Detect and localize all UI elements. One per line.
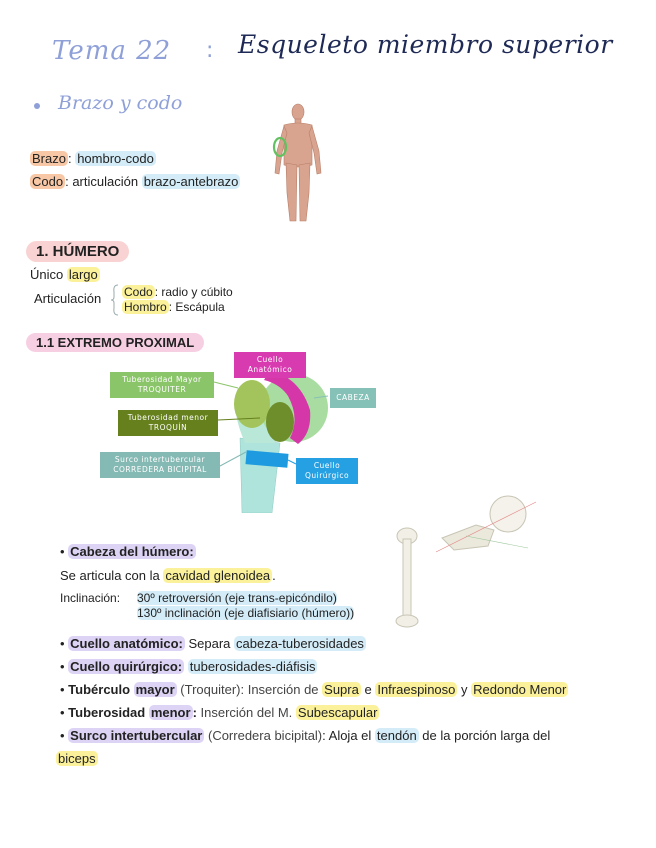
cuello-anatomico-title: Cuello anatómico:	[70, 636, 183, 651]
subtitle: Brazo y codo	[58, 92, 183, 114]
inclinacion-2-text: 130º inclinación (eje diafisiario (húmero))	[137, 606, 355, 620]
brazo-value: hombro-codo	[77, 151, 154, 166]
label-connector-lines	[100, 348, 360, 513]
bullet-mark: •	[60, 728, 69, 743]
title-topic-name: Esqueleto miembro superior	[238, 30, 613, 59]
section-humero-heading: 1. HÚMERO	[26, 241, 129, 262]
corredera-bicipital: (Corredera bicipital)	[204, 728, 323, 743]
human-body-figure	[266, 103, 330, 225]
articulacion-hombro	[122, 300, 225, 315]
tuberculo-mayor-line	[60, 681, 568, 699]
codo-articulation-label: Codo	[124, 285, 153, 299]
subescapular: Subescapular	[297, 705, 378, 720]
inclinacion-2	[137, 606, 354, 621]
tuberosidad-mayor-line2: TROQUITER	[137, 385, 187, 394]
inclinacion-1	[137, 591, 337, 606]
tuberosidades-diafisis: tuberosidades-diáfisis	[189, 659, 316, 674]
redondo-menor: Redondo Menor	[473, 682, 567, 697]
cabeza-title: Cabeza del húmero:	[70, 544, 194, 559]
humerus-proximal-diagram	[100, 348, 370, 513]
bullet-mark: •	[60, 705, 69, 720]
largo-highlight: largo	[68, 267, 98, 282]
biceps-line	[56, 750, 98, 768]
definition-brazo: Brazo : hombro-codo	[32, 151, 154, 166]
tendon: tendón	[376, 728, 417, 743]
surco-title: Surco intertubercular	[70, 728, 203, 743]
humero-unico-largo	[30, 266, 100, 284]
bullet-mark: •	[60, 544, 69, 559]
tuberosidad-menor-line1: Tuberosidad menor	[127, 413, 209, 422]
codo-articulation-value: : radio y cúbito	[154, 285, 233, 299]
articulacion-label: Articulación	[34, 291, 102, 306]
codo-value: articulación	[72, 174, 142, 189]
tuberosidad-mayor-line1: Tuberosidad Mayor	[122, 375, 202, 384]
inclinacion-label: Inclinación:	[60, 591, 121, 605]
label-cuello-quirurgico: Cuello Quirúrgico	[296, 458, 358, 484]
shoulder-joint-illustration	[436, 490, 536, 555]
tuberosidad-menor-title: Tuberosidad	[68, 705, 149, 720]
codo-value-highlight: brazo-antebrazo	[143, 174, 239, 189]
brazo-label: Brazo	[32, 151, 66, 166]
surco-text-1: : Aloja el	[322, 728, 375, 743]
bullet-mark: •	[60, 682, 69, 697]
cuello-anatomico-text: Separa	[184, 636, 235, 651]
tuberculo-mayor-title: Tubérculo	[68, 682, 134, 697]
bullet-icon	[34, 103, 40, 109]
cabeza-tuberosidades: cabeza-tuberosidades	[236, 636, 364, 651]
label-cuello-anatomico: Cuello Anatómico	[234, 352, 306, 378]
hombro-articulation-label: Hombro	[124, 300, 167, 314]
unico-text: Único	[30, 267, 67, 282]
bullet-mark: •	[60, 659, 69, 674]
inclinacion-1-text: 30º retroversión (eje trans-epicóndilo)	[137, 591, 337, 605]
tuberosidad-menor-colon: :	[192, 705, 197, 720]
cuello-quirurgico-line	[60, 658, 317, 676]
conj-e: e	[360, 682, 376, 697]
articula-line	[60, 567, 276, 585]
menor-highlight: menor	[150, 705, 191, 720]
tuberosidad-menor-line	[60, 704, 379, 722]
tuberculo-mayor-text: (Troquiter): Inserción de	[176, 682, 323, 697]
title-topic-number: Tema 22	[52, 36, 172, 66]
infraespinoso: Infraespinoso	[377, 682, 456, 697]
codo-label: Codo	[32, 174, 64, 189]
tuberosidad-menor-line2: TROQUÍN	[148, 423, 188, 432]
mayor-highlight: mayor	[135, 682, 175, 697]
supra: Supra	[324, 682, 359, 697]
cabeza-humero-heading	[60, 543, 196, 561]
articulacion-codo	[122, 285, 233, 300]
cuello-quirurgico-title: Cuello quirúrgico:	[70, 659, 183, 674]
biceps: biceps	[58, 751, 96, 766]
articula-text: Se articula con la	[60, 568, 164, 583]
tuberosidad-menor-text: Inserción del M.	[196, 705, 296, 720]
hombro-articulation-value: : Escápula	[168, 300, 225, 314]
cavidad-glenoidea: cavidad glenoidea	[165, 568, 271, 583]
title-colon: :	[206, 38, 214, 63]
curly-brace-icon	[110, 284, 120, 316]
label-cabeza: CABEZA	[330, 388, 376, 408]
bullet-mark: •	[60, 636, 69, 651]
humerus-full-bone-illustration	[392, 527, 422, 629]
definition-codo: Codo : articulación brazo-antebrazo	[32, 174, 239, 189]
section-extremo-proximal-heading: 1.1 EXTREMO PROXIMAL	[26, 333, 204, 352]
surco-line1: Surco intertubercular	[114, 455, 206, 464]
articula-end: .	[272, 568, 276, 583]
surco-intertubercular-line	[60, 727, 550, 745]
conj-y: y	[457, 682, 472, 697]
surco-line2: CORREDERA BICIPITAL	[113, 465, 207, 474]
cuello-anatomico-line	[60, 635, 366, 653]
surco-text-2: de la porción larga del	[418, 728, 551, 743]
